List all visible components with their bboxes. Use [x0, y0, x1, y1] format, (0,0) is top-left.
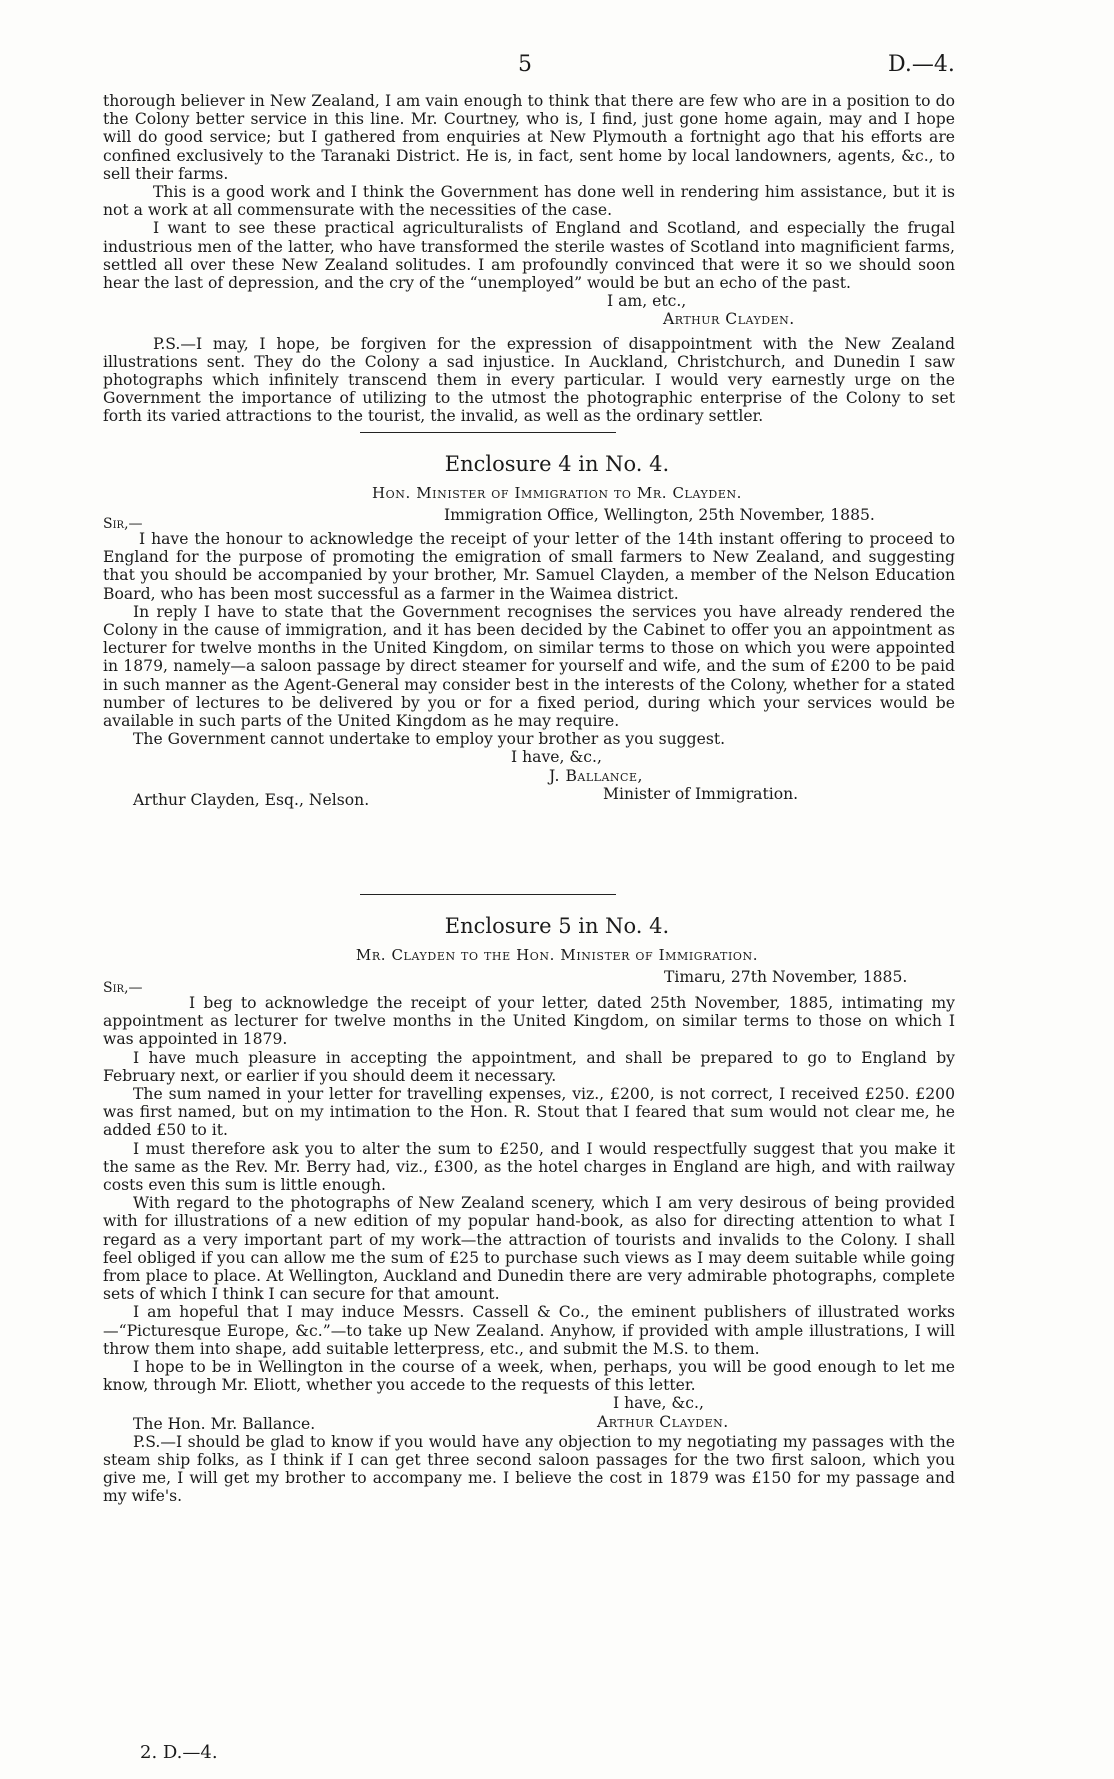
- signature: Arthur Clayden.: [663, 310, 795, 329]
- postscript: P.S.—I may, I hope, be forgiven for the expression of disappointment with the New Zealand illustrations sent. They do the Colony a sad injustice. In Auckland, Christchurch, and Dunedin I saw photographs which infinitely transcend them in every particular. I would very earnestly urge on the Government the importance of utilizing to the utmost the photographic enterprise of the Colony to set forth its varied attractions to the tourist, the invalid, as well as the ordinary settler.: [103, 334, 955, 426]
- paragraph: I must therefore ask you to alter the sum to £250, and I would respectfully suggest that you make it the same as the Rev. Mr. Berry had, viz., £300, as the hotel charges in England are high, and with railway costs even this sum is little enough.: [103, 1139, 955, 1195]
- paragraph: The sum named in your letter for travelling expenses, viz., £200, is not correct, I received £250. £200 was first named, but on my intimation to the Hon. R. Stout that I feared that sum would not clear me, he added £50 to it.: [103, 1085, 955, 1140]
- addressee: Arthur Clayden, Esq., Nelson.: [133, 790, 370, 809]
- page-header: [0, 52, 1114, 82]
- paragraph: With regard to the photographs of New Zealand scenery, which I am very desirous of being provided with for illustrations of a new edition of my popular hand-book, as also for directing attention to what I regard as a very important part of my work—the attraction of tourists and invalids to the Colony. I shall feel obliged if you can allow me the sum of £25 to purchase such views as I may deem suitable while going from place to place. At Wellington, Auckland and Dunedin there are very admirable photographs, complete sets of which I think I can secure for that amount.: [103, 1194, 955, 1304]
- signature-mark: 2. D.—4.: [140, 1742, 218, 1763]
- paragraph: The Government cannot undertake to employ your brother as you suggest.: [133, 730, 726, 749]
- signatory-title: Minister of Immigration.: [603, 784, 799, 803]
- postscript: P.S.—I should be glad to know if you would have any objection to my negotiating my passages with the steam ship folks, as I think if I can get three second saloon passages for the two first saloon, which you give me, I will get my brother to accompany me. I believe the cost in 1879 was £150 for my passage and my wife's.: [103, 1432, 955, 1506]
- section-divider: [360, 432, 616, 433]
- paragraph: thorough believer in New Zealand, I am vain enough to think that there are few who are in a position to do the Colony better service in this line. Mr. Courtney, who is, I find, just gone home again, may and I hope will do good service; but I gathered from enquiries at New Plymouth a fortnight ago that his efforts are confined exclusively to the Taranaki District. He is, in fact, sent home by local landowners, agents, &c., to sell their farms.: [103, 92, 955, 183]
- enclosure-4-subtitle: Hon. Minister of Immigration to Mr. Clayden.: [371, 484, 743, 502]
- paragraph: I am hopeful that I may induce Messrs. Cassell & Co., the eminent publishers of illustrated works—“Picturesque Europe, &c.”—to take up New Zealand. Anyhow, if provided with ample illustrations, I will throw them into shape, add suitable letterpress, etc., and submit the M.S. to them.: [103, 1303, 955, 1358]
- enclosure-4-body: [103, 530, 955, 807]
- paragraph: I have the honour to acknowledge the receipt of your letter of the 14th instant offering to proceed to England for the purpose of promoting the emigration of small farmers to New Zealand, and suggesting that you should be accompanied by your brother, Mr. Samuel Clayden, a member of the Nelson Education Board, who has been most successful as a farmer in the Waimea district.: [103, 530, 955, 603]
- letter-continuation: [103, 92, 955, 426]
- closing: I have, &c.,: [613, 1394, 704, 1413]
- closing: I am, etc.,: [607, 292, 687, 311]
- enclosure-5-body: [103, 994, 955, 1505]
- enclosure-5-subtitle: Mr. Clayden to the Hon. Minister of Immigration.: [355, 946, 759, 964]
- document-reference: D.—4.: [888, 52, 955, 77]
- enclosure-4-dateline: Immigration Office, Wellington, 25th November, 1885.: [444, 506, 875, 524]
- addressee: The Hon. Mr. Ballance.: [133, 1414, 316, 1433]
- section-divider: [360, 894, 616, 895]
- paragraph: I have much pleasure in accepting the appointment, and shall be prepared to go to England by February next, or earlier if you should deem it necessary.: [103, 1048, 955, 1085]
- enclosure-5-dateline: Timaru, 27th November, 1885.: [664, 968, 908, 986]
- signature: Arthur Clayden.: [597, 1412, 729, 1431]
- paragraph: I want to see these practical agriculturalists of England and Scotland, and especially the frugal industrious men of the latter, who have transformed the sterile wastes of Scotland into magnificient farms, settled all over these New Zealand solitudes. I am profoundly convinced that were it so we should soon hear the last of depression, and the cry of the “unemployed” would be but an echo of the past.: [103, 219, 955, 293]
- signature: J. Ballance,: [549, 766, 643, 785]
- enclosure-4-salutation: Sir,—: [103, 516, 143, 532]
- closing: I have, &c.,: [511, 748, 602, 767]
- paragraph: I beg to acknowledge the receipt of your letter, dated 25th November, 1885, intimating my appointment as lecturer for twelve months in the United Kingdom, on similar terms to those on which I was appointed in 1879.: [103, 994, 955, 1049]
- paragraph: I hope to be in Wellington in the course of a week, when, perhaps, you will be good enough to let me know, through Mr. Eliott, whether you accede to the requests of this letter.: [103, 1358, 955, 1395]
- paragraph: This is a good work and I think the Government has done well in rendering him assistance, but it is not a work at all commensurate with the necessities of the case.: [103, 183, 955, 220]
- paragraph: In reply I have to state that the Government recognises the services you have already rendered the Colony in the cause of immigration, and it has been decided by the Cabinet to offer you an appointment as lecturer for twelve months in the United Kingdom, on similar terms to those on which you were appointed in 1879, namely—a saloon passage by direct steamer for yourself and wife, and the sum of £200 to be paid in such manner as the Agent-General may consider best in the interests of the Colony, whether for a stated number of lectures to be delivered by you or for a fixed period, during which your services would be available in such parts of the United Kingdom as he may require.: [103, 602, 955, 731]
- enclosure-5-salutation: Sir,—: [103, 980, 143, 996]
- enclosure-5-title: Enclosure 5 in No. 4.: [444, 914, 670, 938]
- page-number: 5: [518, 52, 532, 77]
- enclosure-4-title: Enclosure 4 in No. 4.: [444, 452, 670, 476]
